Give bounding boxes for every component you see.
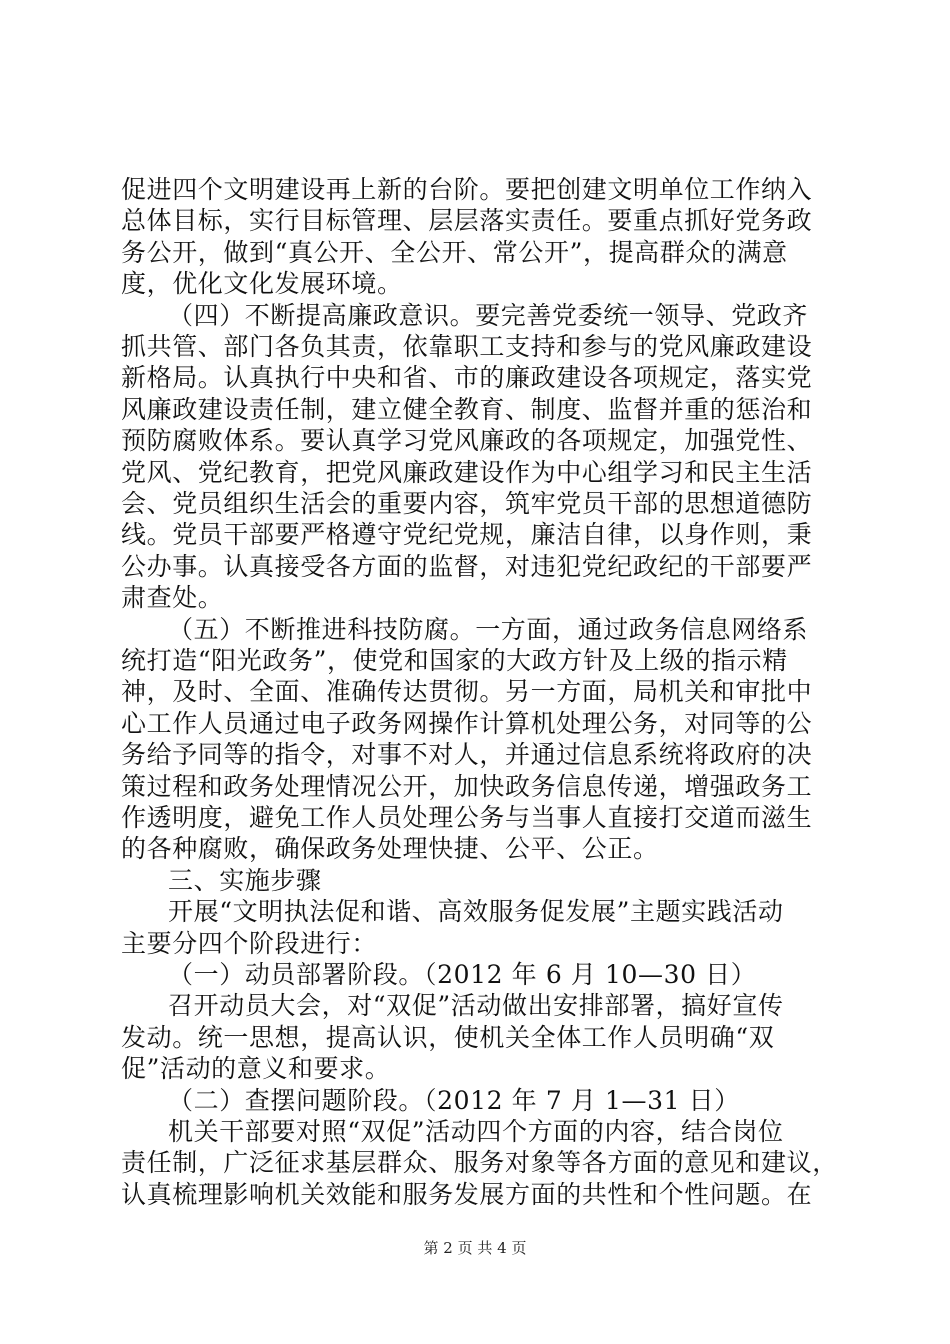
body-text-line: 统打造“阳光政务”，使党和国家的大政方针及上级的指示精 — [121, 646, 788, 675]
body-text-line: 主要分四个阶段进行： — [121, 928, 378, 958]
body-text-line: 风廉政建设责任制，建立健全教育、制度、监督并重的惩治和 — [121, 394, 813, 424]
body-text-line: 会、党员组织生活会的重要内容，筑牢党员干部的思想道德防 — [121, 489, 813, 518]
body-text-line: 总体目标，实行目标管理、层层落实责任。要重点抓好党务政 — [121, 206, 813, 236]
body-text-line: 策过程和政务处理情况公开，加快政务信息传递，增强政务工 — [121, 771, 813, 801]
body-text-line: 党风、党纪教育，把党风廉政建设作为中心组学习和民主生活 — [121, 457, 813, 487]
body-text-line: 责任制，广泛征求基层群众、服务对象等各方面的意见和建议， — [121, 1148, 838, 1178]
body-text-line: （四）不断提高廉政意识。要完善党委统一领导、党政齐 — [168, 300, 809, 330]
body-text-line: 的各种腐败，确保政务处理快捷、公平、公正。 — [121, 834, 659, 864]
body-text-line: 召开动员大会，对“双促”活动做出安排部署，搞好宣传 — [168, 991, 784, 1021]
body-text-line: 务公开，做到“真公开、全公开、常公开”，提高群众的满意 — [121, 237, 788, 267]
body-text-line: 机关干部要对照“双促”活动四个方面的内容，结合岗位 — [168, 1117, 784, 1146]
body-text-line: 线。党员干部要严格遵守党纪党规，廉洁自律，以身作则，秉 — [121, 520, 813, 550]
body-text-line: （二）查摆问题阶段。（2012 年 7 月 1—31 日） — [168, 1085, 740, 1115]
body-text-line: 度，优化文化发展环境。 — [121, 269, 403, 299]
body-text-line: 务给予同等的指令，对事不对人，并通过信息系统将政府的决 — [121, 740, 813, 770]
body-text-line: 神，及时、全面、准确传达贯彻。另一方面，局机关和审批中 — [121, 677, 813, 707]
subsection-heading: （一）动员部署阶段。（2012 年 6 月 10—30 日） — [168, 960, 757, 989]
body-text-line: 发动。统一思想，提高认识，使机关全体工作人员明确“双 — [121, 1022, 775, 1052]
body-text-line: 新格局。认真执行中央和省、市的廉政建设各项规定，落实党 — [121, 363, 813, 393]
body-text-line: 认真梳理影响机关效能和服务发展方面的共性和个性问题。在 — [121, 1179, 813, 1209]
body-text-line: 作透明度，避免工作人员处理公务与当事人直接打交道而滋生 — [121, 803, 813, 832]
body-text-line: （五）不断推进科技防腐。一方面，通过政务信息网络系 — [168, 614, 809, 644]
body-text-line: 肃查处。 — [121, 583, 224, 613]
page-number-footer: 第 2 页 共 4 页 — [423, 1239, 527, 1257]
section-heading: 三、实施步骤 — [168, 865, 322, 895]
body-text-line: 公办事。认真接受各方面的监督，对违犯党纪政纪的干部要严 — [121, 551, 813, 581]
body-text-line: 心工作人员通过电子政务网操作计算机处理公务，对同等的公 — [121, 708, 813, 738]
body-text-line: 促进四个文明建设再上新的台阶。要把创建文明单位工作纳入 — [121, 175, 813, 204]
body-text-line: 抓共管、部门各负其责，依靠职工支持和参与的党风廉政建设 — [121, 332, 813, 361]
body-text-line: 预防腐败体系。要认真学习党风廉政的各项规定，加强党性、 — [121, 426, 813, 456]
body-text-line: 促”活动的意义和要求。 — [121, 1054, 391, 1084]
body-text-line: 开展“文明执法促和谐、高效服务促发展”主题实践活动 — [168, 897, 784, 927]
